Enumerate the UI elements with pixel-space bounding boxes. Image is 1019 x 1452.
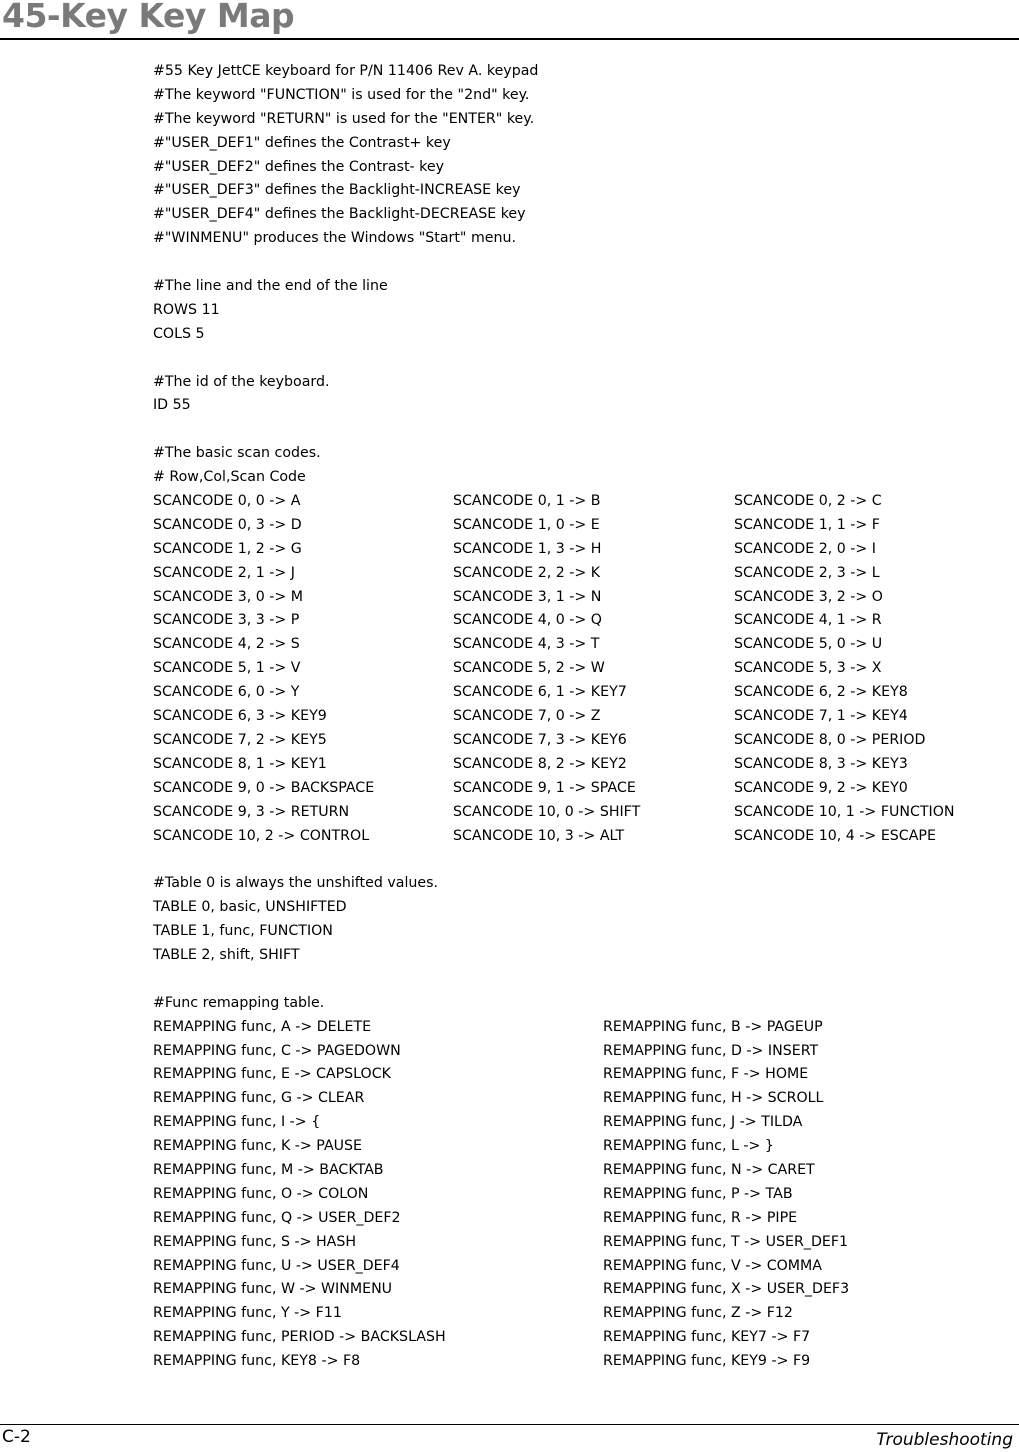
remapping-entry: REMAPPING func, J -> TILDA [603,1114,803,1131]
blank-line [153,418,1003,442]
scancode-entry: SCANCODE 7, 1 -> KEY4 [734,708,908,725]
remapping-entry: REMAPPING func, F -> HOME [603,1066,809,1083]
comment-line: #The keyword "RETURN" is used for the "ENTER" key. [153,110,535,127]
scancode-entry: SCANCODE 2, 2 -> K [453,564,601,581]
remapping-entry: REMAPPING func, C -> PAGEDOWN [153,1042,401,1059]
table-line: TABLE 1, func, FUNCTION [153,923,333,940]
rows-line: ROWS 11 [153,301,220,318]
comment-line: #"WINMENU" produces the Windows "Start" menu. [153,230,517,247]
remapping-entry: REMAPPING func, PERIOD -> BACKSLASH [153,1329,446,1346]
scancode-row [153,681,1003,705]
remapping-entry: REMAPPING func, W -> WINMENU [153,1281,393,1298]
scancode-entry: SCANCODE 2, 0 -> I [734,540,876,557]
id-comment: #The id of the keyboard. [153,373,330,390]
scancode-entry: SCANCODE 9, 0 -> BACKSPACE [153,779,375,796]
remapping-entry: REMAPPING func, V -> COMMA [603,1257,822,1274]
comment-line: #"USER_DEF4" defines the Backlight-DECREASE key [153,206,526,223]
scancode-entry: SCANCODE 7, 3 -> KEY6 [453,731,627,748]
scancode-entry: SCANCODE 1, 0 -> E [453,516,600,533]
scancode-entry: SCANCODE 3, 1 -> N [453,588,602,605]
remapping-entry: REMAPPING func, KEY8 -> F8 [153,1353,361,1370]
remapping-row [153,1040,1003,1064]
remapping-row [153,1063,1003,1087]
scancode-entry: SCANCODE 4, 2 -> S [153,636,300,653]
scancode-row [153,777,1003,801]
remapping-row [153,1231,1003,1255]
remapping-entry: REMAPPING func, Y -> F11 [153,1305,342,1322]
scancode-entry: SCANCODE 5, 2 -> W [453,660,605,677]
table-line: TABLE 2, shift, SHIFT [153,946,300,963]
footer-rule [0,1424,1019,1425]
remapping-entry: REMAPPING func, P -> TAB [603,1185,793,1202]
remapping-entry: REMAPPING func, L -> } [603,1138,774,1155]
remapping-entry: REMAPPING func, R -> PIPE [603,1209,798,1226]
scancode-entry: SCANCODE 3, 2 -> O [734,588,883,605]
blank-line [153,848,1003,872]
remapping-row [153,1183,1003,1207]
scancode-entry: SCANCODE 2, 3 -> L [734,564,880,581]
remapping-entry: REMAPPING func, D -> INSERT [603,1042,819,1059]
remapping-entry: REMAPPING func, E -> CAPSLOCK [153,1066,391,1083]
remapping-row [153,1255,1003,1279]
scancode-entry: SCANCODE 10, 1 -> FUNCTION [734,803,955,820]
scancode-entry: SCANCODE 5, 1 -> V [153,660,301,677]
remapping-row [153,1350,1003,1374]
section-title: Troubleshooting [876,1430,1013,1450]
scancode-entry: SCANCODE 3, 0 -> M [153,588,304,605]
remapping-entry: REMAPPING func, K -> PAUSE [153,1138,363,1155]
table-comment: #Table 0 is always the unshifted values. [153,875,439,892]
scancode-entry: SCANCODE 6, 3 -> KEY9 [153,708,327,725]
remapping-entry: REMAPPING func, I -> { [153,1114,321,1131]
cols-line: COLS 5 [153,325,205,342]
remapping-row [153,1135,1003,1159]
scancode-row [153,609,1003,633]
scancode-entry: SCANCODE 4, 3 -> T [453,636,600,653]
scancode-entry: SCANCODE 10, 0 -> SHIFT [453,803,641,820]
scancode-entry: SCANCODE 0, 1 -> B [453,493,601,510]
remapping-row [153,1159,1003,1183]
scancode-row [153,705,1003,729]
scancode-table [153,490,1003,848]
page-title: 45-Key Key Map [2,0,295,35]
scancode-entry: SCANCODE 8, 2 -> KEY2 [453,755,627,772]
comment-line: #"USER_DEF1" defines the Contrast+ key [153,134,451,151]
scancode-row [153,657,1003,681]
header-rule [0,38,1019,40]
scancode-entry: SCANCODE 3, 3 -> P [153,612,300,629]
scan-comment: #The basic scan codes. [153,445,321,462]
scancode-row [153,538,1003,562]
scancode-row [153,825,1003,849]
comment-line: #"USER_DEF2" defines the Contrast- key [153,158,445,175]
remapping-entry: REMAPPING func, X -> USER_DEF3 [603,1281,850,1298]
remapping-entry: REMAPPING func, M -> BACKTAB [153,1161,384,1178]
scancode-entry: SCANCODE 1, 2 -> G [153,540,302,557]
remapping-entry: REMAPPING func, T -> USER_DEF1 [603,1233,849,1250]
blank-line [153,347,1003,371]
remapping-entry: REMAPPING func, H -> SCROLL [603,1090,824,1107]
scancode-entry: SCANCODE 4, 0 -> Q [453,612,602,629]
remapping-entry: REMAPPING func, O -> COLON [153,1185,369,1202]
scancode-entry: SCANCODE 6, 0 -> Y [153,684,300,701]
remapping-row [153,1326,1003,1350]
scancode-entry: SCANCODE 9, 1 -> SPACE [453,779,636,796]
remapping-entry: REMAPPING func, Q -> USER_DEF2 [153,1209,401,1226]
scancode-entry: SCANCODE 4, 1 -> R [734,612,882,629]
scancode-row [153,586,1003,610]
keymap-listing [153,60,1003,1374]
scancode-entry: SCANCODE 10, 4 -> ESCAPE [734,827,936,844]
scancode-entry: SCANCODE 10, 2 -> CONTROL [153,827,370,844]
blank-line [153,968,1003,992]
scancode-entry: SCANCODE 8, 3 -> KEY3 [734,755,908,772]
scancode-entry: SCANCODE 0, 3 -> D [153,516,302,533]
remapping-entry: REMAPPING func, N -> CARET [603,1161,815,1178]
scancode-entry: SCANCODE 9, 3 -> RETURN [153,803,350,820]
remapping-entry: REMAPPING func, A -> DELETE [153,1018,372,1035]
comment-line: #"USER_DEF3" defines the Backlight-INCREASE key [153,182,521,199]
remapping-entry: REMAPPING func, KEY7 -> F7 [603,1329,811,1346]
remapping-row [153,1087,1003,1111]
scancode-entry: SCANCODE 6, 2 -> KEY8 [734,684,908,701]
scancode-entry: SCANCODE 2, 1 -> J [153,564,295,581]
remapping-row [153,1016,1003,1040]
remapping-table [153,1016,1003,1374]
remapping-row [153,1207,1003,1231]
scancode-entry: SCANCODE 0, 2 -> C [734,493,882,510]
remapping-entry: REMAPPING func, S -> HASH [153,1233,357,1250]
scancode-row [153,801,1003,825]
remapping-entry: REMAPPING func, G -> CLEAR [153,1090,365,1107]
remapping-entry: REMAPPING func, KEY9 -> F9 [603,1353,811,1370]
comment-line: #55 Key JettCE keyboard for P/N 11406 Rev A. keypad [153,63,539,79]
scancode-entry: SCANCODE 7, 2 -> KEY5 [153,731,327,748]
scancode-entry: SCANCODE 8, 1 -> KEY1 [153,755,327,772]
dimensions-comment: #The line and the end of the line [153,278,388,295]
scancode-entry: SCANCODE 7, 0 -> Z [453,708,601,725]
scancode-row [153,753,1003,777]
comment-line: #The keyword "FUNCTION" is used for the "2nd" key. [153,86,530,103]
remapping-row [153,1111,1003,1135]
remapping-entry: REMAPPING func, U -> USER_DEF4 [153,1257,400,1274]
scan-columns-comment: # Row,Col,Scan Code [153,469,306,486]
scancode-entry: SCANCODE 9, 2 -> KEY0 [734,779,908,796]
scancode-entry: SCANCODE 0, 0 -> A [153,493,301,510]
remapping-row [153,1302,1003,1326]
scancode-entry: SCANCODE 5, 3 -> X [734,660,882,677]
remap-comment: #Func remapping table. [153,994,325,1011]
scancode-entry: SCANCODE 10, 3 -> ALT [453,827,625,844]
scancode-row [153,633,1003,657]
remapping-entry: REMAPPING func, B -> PAGEUP [603,1018,823,1035]
remapping-row [153,1278,1003,1302]
scancode-entry: SCANCODE 6, 1 -> KEY7 [453,684,627,701]
scancode-entry: SCANCODE 1, 1 -> F [734,516,880,533]
blank-line [153,251,1003,275]
scancode-row [153,514,1003,538]
scancode-row [153,562,1003,586]
scancode-entry: SCANCODE 5, 0 -> U [734,636,883,653]
remapping-entry: REMAPPING func, Z -> F12 [603,1305,793,1322]
scancode-entry: SCANCODE 8, 0 -> PERIOD [734,731,926,748]
page-number: C-2 [2,1427,31,1447]
scancode-row [153,490,1003,514]
id-line: ID 55 [153,397,191,414]
scancode-row [153,729,1003,753]
scancode-entry: SCANCODE 1, 3 -> H [453,540,602,557]
table-line: TABLE 0, basic, UNSHIFTED [153,899,347,916]
